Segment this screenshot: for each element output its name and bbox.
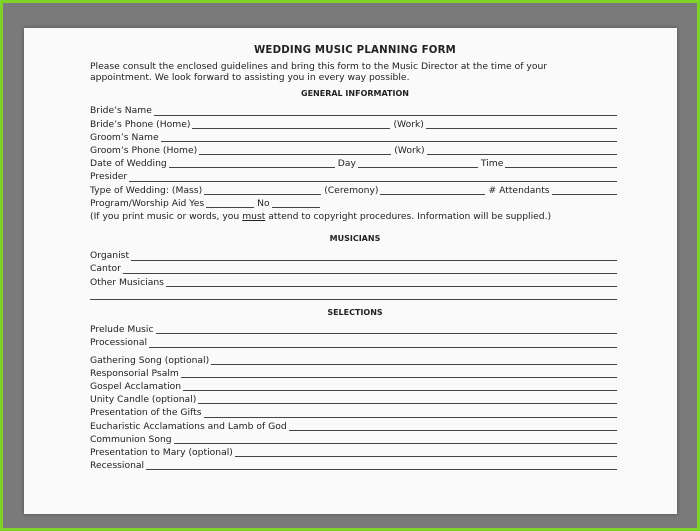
other-musicians-field-2[interactable]	[90, 290, 617, 300]
general-information-heading: GENERAL INFORMATION	[301, 89, 409, 99]
grooms-phone-home-field[interactable]	[199, 145, 391, 155]
form-content	[90, 44, 620, 472]
spacer	[90, 223, 620, 232]
responsorial-label: Responsorial Psalm	[90, 367, 179, 379]
cantor-label: Cantor	[90, 263, 121, 275]
grooms-phone-row	[90, 144, 620, 157]
prelude-field[interactable]	[156, 324, 617, 334]
day-label: Day	[337, 158, 356, 170]
copyright-note-must: must	[242, 210, 266, 222]
brides-phone-work-field[interactable]	[426, 119, 617, 129]
intro-text	[90, 62, 620, 83]
gifts-label: Presentation of the Gifts	[90, 407, 202, 419]
type-of-wedding-row	[90, 184, 620, 197]
gifts-field[interactable]	[204, 408, 617, 418]
responsorial-row	[90, 367, 620, 380]
processional-row	[90, 336, 620, 349]
gathering-label: Gathering Song (optional)	[90, 354, 210, 366]
recessional-label: Recessional	[90, 460, 145, 472]
other-musicians-field[interactable]	[166, 277, 617, 287]
gospel-field[interactable]	[183, 381, 617, 391]
date-row	[90, 157, 620, 170]
ceremony-field[interactable]	[380, 185, 485, 195]
grooms-phone-work-field[interactable]	[427, 145, 617, 155]
eucharistic-row	[90, 420, 620, 433]
organist-label: Organist	[90, 250, 130, 262]
communion-label: Communion Song	[90, 433, 172, 445]
organist-field[interactable]	[131, 251, 617, 261]
eucharistic-label: Eucharistic Acclamations and Lamb of God	[90, 420, 287, 432]
grooms-name-label: Groom’s Name	[90, 131, 159, 143]
eucharistic-field[interactable]	[289, 421, 617, 431]
responsorial-field[interactable]	[181, 368, 617, 378]
musicians-heading: MUSICIANS	[329, 234, 381, 244]
selections-heading: SELECTIONS	[327, 308, 383, 318]
mary-field[interactable]	[235, 447, 617, 457]
time-label: Time	[480, 158, 504, 170]
grooms-name-row	[90, 131, 620, 144]
communion-row	[90, 433, 620, 446]
ceremony-label: (Ceremony)	[324, 184, 379, 196]
recessional-row	[90, 459, 620, 472]
grooms-phone-work-label: (Work)	[394, 144, 425, 156]
processional-field[interactable]	[149, 338, 617, 348]
brides-phone-home-label: Bride’s Phone (Home)	[90, 118, 191, 130]
form-title: WEDDING MUSIC PLANNING FORM	[253, 45, 457, 56]
other-musicians-label: Other Musicians	[90, 276, 164, 288]
organist-row	[90, 249, 620, 262]
form-page	[24, 28, 677, 514]
gifts-row	[90, 406, 620, 419]
cantor-field[interactable]	[123, 264, 617, 274]
date-of-wedding-field[interactable]	[169, 158, 335, 168]
program-aid-no-label: No	[257, 197, 270, 209]
intro-line-2: appointment. We look forward to assisting you in every way possible.	[90, 71, 410, 83]
attendants-field[interactable]	[552, 185, 617, 195]
image-frame	[3, 3, 697, 528]
program-aid-no-field[interactable]	[272, 198, 320, 208]
attendants-label: # Attendants	[488, 184, 550, 196]
program-aid-row	[90, 197, 620, 210]
type-of-wedding-label: Type of Wedding: (Mass)	[90, 184, 203, 196]
gospel-row	[90, 380, 620, 393]
intro-line-1: Please consult the enclosed guidelines and bring this form to the Music Director at the time of your	[90, 61, 548, 73]
unity-row	[90, 393, 620, 406]
program-aid-yes-label: Program/Worship Aid Yes	[90, 197, 205, 209]
program-aid-yes-field[interactable]	[206, 198, 254, 208]
brides-phone-row	[90, 118, 620, 131]
processional-label: Processional	[90, 337, 148, 349]
mass-field[interactable]	[204, 185, 321, 195]
brides-name-label: Bride’s Name	[90, 105, 152, 117]
unity-field[interactable]	[198, 394, 617, 404]
copyright-note	[90, 210, 620, 223]
other-musicians-row	[90, 276, 620, 289]
cantor-row	[90, 263, 620, 276]
copyright-note-pre: (If you print music or words, you	[90, 210, 243, 222]
unity-label: Unity Candle (optional)	[90, 394, 197, 406]
prelude-label: Prelude Music	[90, 324, 154, 336]
gathering-row	[90, 354, 620, 367]
communion-field[interactable]	[174, 434, 617, 444]
mary-label: Presentation to Mary (optional)	[90, 446, 233, 458]
brides-name-row	[90, 104, 620, 117]
brides-phone-work-label: (Work)	[393, 118, 424, 130]
gospel-label: Gospel Acclamation	[90, 381, 182, 392]
brides-name-field[interactable]	[154, 106, 617, 116]
presider-field[interactable]	[129, 172, 617, 182]
date-of-wedding-label: Date of Wedding	[90, 158, 167, 170]
copyright-note-post: attend to copyright procedures. Information will be supplied.)	[265, 210, 552, 222]
brides-phone-home-field[interactable]	[192, 119, 390, 129]
mary-row	[90, 446, 620, 459]
prelude-row	[90, 323, 620, 336]
other-musicians-row-2	[90, 289, 620, 302]
presider-label: Presider	[90, 171, 128, 183]
time-field[interactable]	[505, 158, 617, 168]
recessional-field[interactable]	[146, 460, 617, 470]
gathering-field[interactable]	[211, 355, 617, 365]
grooms-phone-home-label: Groom’s Phone (Home)	[90, 144, 198, 156]
grooms-name-field[interactable]	[161, 132, 617, 142]
day-field[interactable]	[358, 158, 478, 168]
presider-row	[90, 170, 620, 183]
